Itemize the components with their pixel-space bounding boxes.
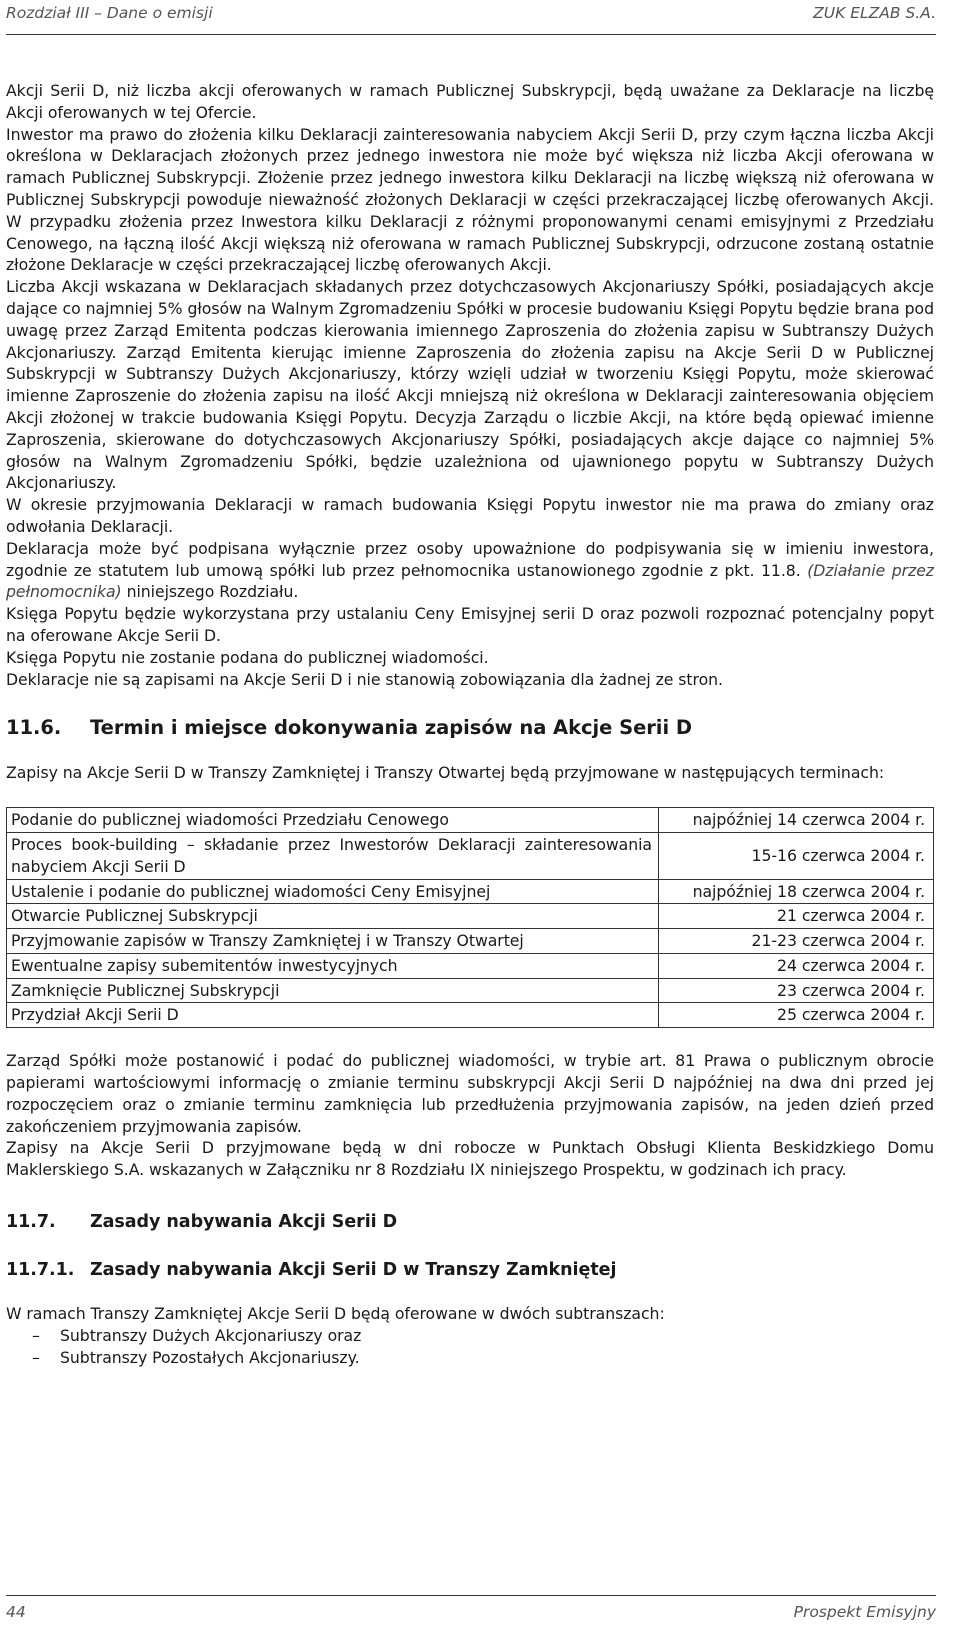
list-item (6, 1325, 934, 1347)
schedule-table (6, 807, 934, 1028)
paragraph: Liczba Akcji wskazana w Deklaracjach składanych przez dotychczasowych Akcjonariuszy Spółki, posiadających akcje dające co najmniej 5% głosów na Walnym Zgromadzeniu Spółki w procesie budowaniu Księgi Popytu będzie brana pod uwagę przez Zarząd Emitenta podczas kierowania imiennego Zaproszenia do złożenia zapisu w Subtranszy Dużych Akcjonariuszy. Zarząd Emitenta kierując imienne Zaproszenia do złożenia zapisu na Akcje Serii D w Publicznej Subskrypcji w Subtranszy Dużych Akcjonariuszy, którzy wzięli udział w tworzeniu Księgi Popytu, może skierować imienne Zaproszenie do złożenia zapisu na ilość Akcji mniejszą niż określona w Deklaracji zainteresowania objęciem Akcji złożonej w trakcie budowania Księgi Popytu. Decyzja Zarządu o liczbie Akcji, na które będą opiewać imienne Zaproszenia, skierowane do dotychczasowych Akcjonariuszy Spółki, posiadających akcje dające co najmniej 5% głosów na Walnym Zgromadzeniu Spółki, będzie uzależniona od ujawnionego popytu w Subtranszy Dużych Akcjonariuszy. (6, 277, 934, 493)
table-row (7, 929, 934, 954)
paragraph: W okresie przyjmowania Deklaracji w ramach budowania Księgi Popytu inwestor nie ma prawa do zmiany oraz odwołania Deklaracji. (6, 495, 934, 536)
schedule-event: Proces book-building – składanie przez Inwestorów Deklaracji zainteresowania nabyciem Akcji Serii D (7, 832, 659, 879)
schedule-date: najpóźniej 14 czerwca 2004 r. (659, 808, 934, 833)
paragraph: Księga Popytu nie zostanie podana do publicznej wiadomości. (6, 647, 489, 667)
page-number: 44 (6, 1603, 26, 1621)
list-item-text: Subtranszy Pozostałych Akcjonariuszy. (60, 1347, 360, 1367)
subtranche-list (6, 1325, 934, 1369)
schedule-date: najpóźniej 18 czerwca 2004 r. (659, 879, 934, 904)
schedule-event: Podanie do publicznej wiadomości Przedziału Cenowego (7, 808, 659, 833)
schedule-event: Przyjmowanie zapisów w Transzy Zamkniętej i w Transzy Otwartej (7, 929, 659, 954)
section-lead: Zapisy na Akcje Serii D w Transzy Zamkniętej i Transzy Otwartej będą przyjmowane w następujących terminach: (6, 763, 885, 783)
paragraph: Zarząd Spółki może postanowić i podać do publicznej wiadomości, w trybie art. 81 Prawa o publicznym obrocie papierami wartościowymi informację o zmianie terminu subskrypcji Akcji Serii D najpóźniej na dwa dni przed jej rozpoczęciem oraz o zmianie terminu zamknięcia lub przedłużenia przyjmowania zapisów, na jeden dzień przed zakończeniem przyjmowania zapisów. (6, 1051, 934, 1136)
table-row (7, 1003, 934, 1028)
schedule-event: Ustalenie i podanie do publicznej wiadomości Ceny Emisyjnej (7, 879, 659, 904)
schedule-event: Zamknięcie Publicznej Subskrypcji (7, 978, 659, 1003)
chapter-title: Rozdział III – Dane o emisji (6, 4, 213, 22)
section-title: Termin i miejsce dokonywania zapisów na Akcje Serii D (90, 716, 692, 740)
page-content (6, 80, 934, 1368)
schedule-date: 24 czerwca 2004 r. (659, 953, 934, 978)
schedule-event: Ewentualne zapisy subemitentów inwestycyjnych (7, 953, 659, 978)
section-heading-11-7-1 (6, 1259, 934, 1281)
page-footer (6, 1595, 936, 1626)
table-row (7, 832, 934, 879)
table-row (7, 978, 934, 1003)
paragraph: Zapisy na Akcje Serii D przyjmowane będą w dni robocze w Punktach Obsługi Klienta Beskidzkiego Domu Maklerskiego S.A. wskazanych w Załączniku nr 8 Rozdziału IX niniejszego Prospektu, w godzinach ich pracy. (6, 1138, 934, 1180)
schedule-date: 21-23 czerwca 2004 r. (659, 929, 934, 954)
list-item (6, 1347, 934, 1369)
schedule-date: 25 czerwca 2004 r. (659, 1003, 934, 1028)
section-title: Zasady nabywania Akcji Serii D (90, 1212, 398, 1233)
paragraph: Akcji Serii D, niż liczba akcji oferowanych w ramach Publicznej Subskrypcji, będą uważane za Deklaracje na liczbę Akcji oferowanych w tej Ofercie. (6, 81, 934, 122)
schedule-date: 15-16 czerwca 2004 r. (659, 832, 934, 879)
paragraph: Inwestor ma prawo do złożenia kilku Deklaracji zainteresowania nabyciem Akcji Serii D, przy czym łączna liczba Akcji określona w Deklaracjach złożonych przez jednego inwestora nie może być większa niż liczba Akcji oferowana w ramach Publicznej Subskrypcji. Złożenie przez jednego inwestora kilku Deklaracji na liczbę większą niż oferowana w Publicznej Subskrypcji powoduje nieważność złożonych Deklaracji w części przekraczającej liczbę oferowanych Akcji. W przypadku złożenia przez Inwestora kilku Deklaracji z różnymi proponowanymi cenami emisyjnymi z Przedziału Cenowego, na łączną ilość Akcji większą niż oferowana w ramach Publicznej Subskrypcji, odrzucone zostaną ostatnie złożone Deklaracje w części przekraczającej liczbę oferowanych Akcji. (6, 124, 934, 275)
paragraph-deklaracja (6, 538, 934, 603)
company-name: ZUK ELZAB S.A. (813, 4, 936, 22)
section-heading-11-7 (6, 1211, 934, 1233)
schedule-event: Otwarcie Publicznej Subskrypcji (7, 904, 659, 929)
page-header (6, 0, 936, 35)
section-number: 11.7.1. (6, 1260, 75, 1281)
cross-reference: (Działanie przez pełnomocnika) (6, 560, 934, 602)
paragraph: Deklaracje nie są zapisami na Akcje Serii D i nie stanowią zobowiązania dla żadnej ze stron. (6, 669, 723, 689)
table-row (7, 879, 934, 904)
section-heading-11-6 (6, 716, 934, 740)
section-title: Zasady nabywania Akcji Serii D w Transzy Zamkniętej (90, 1260, 617, 1281)
table-row (7, 953, 934, 978)
section-lead: W ramach Transzy Zamkniętej Akcje Serii D będą oferowane w dwóch subtranszach: (6, 1304, 665, 1324)
section-number: 11.7. (6, 1212, 56, 1233)
list-item-text: Subtranszy Dużych Akcjonariuszy oraz (60, 1325, 362, 1345)
dash-bullet: – (32, 1347, 40, 1367)
section-number: 11.6. (6, 716, 62, 740)
schedule-date: 21 czerwca 2004 r. (659, 904, 934, 929)
paragraph-text: Deklaracja może być podpisana wyłącznie przez osoby upoważnione do podpisywania się w imieniu inwestora, zgodnie ze statutem lub umową spółki lub przez pełnomocnika ustanowionego zgodnie z pkt. 11.8. (6, 538, 934, 580)
paragraph: Księga Popytu będzie wykorzystana przy ustalaniu Ceny Emisyjnej serii D oraz pozwoli rozpoznać potencjalny popyt na oferowane Akcje Serii D. (6, 604, 934, 645)
schedule-event: Przydział Akcji Serii D (7, 1003, 659, 1028)
document-title: Prospekt Emisyjny (793, 1603, 936, 1621)
table-row (7, 808, 934, 833)
dash-bullet: – (32, 1325, 40, 1345)
paragraph-text: niniejszego Rozdziału. (121, 582, 299, 602)
table-row (7, 904, 934, 929)
schedule-date: 23 czerwca 2004 r. (659, 978, 934, 1003)
